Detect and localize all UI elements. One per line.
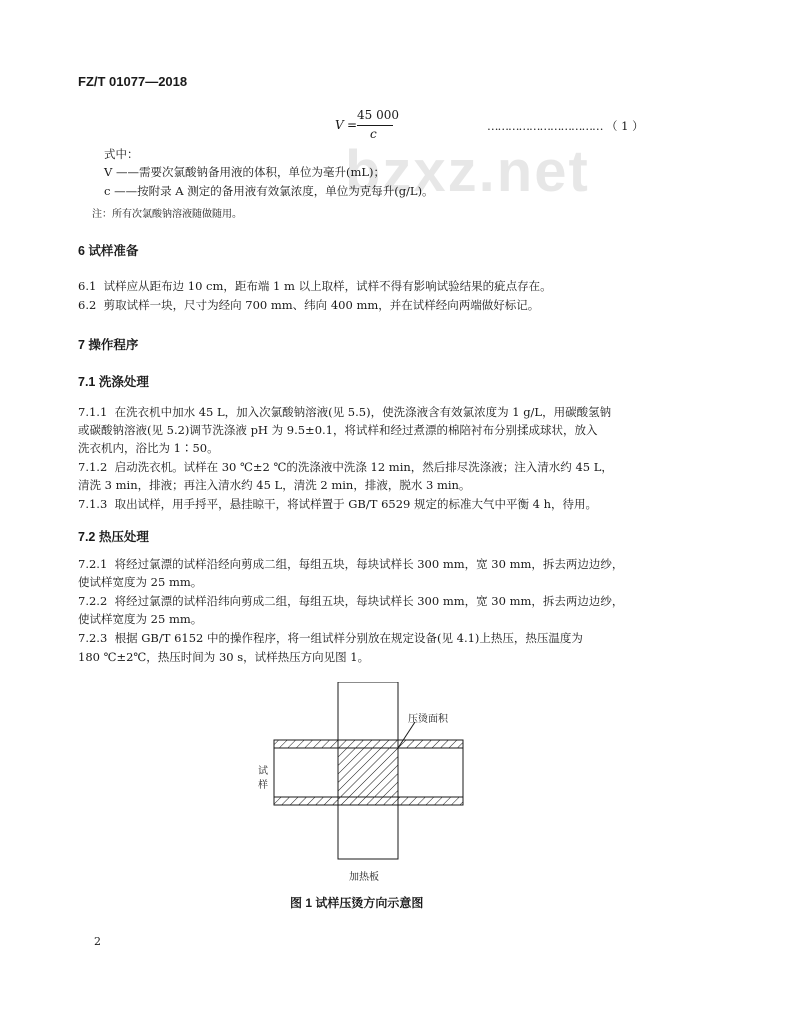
section-7-2-title: 7.2 热压处理 [78, 530, 149, 544]
label-pressing-area: 压烫面积 [408, 714, 448, 725]
clause-text: 在洗衣机中加水 45 L，加入次氯酸钠溶液(见 5.5)，使洗涤液含有效氯浓度为 1 g/L，用碳酸氢钠 [114, 405, 612, 419]
watermark: bzxz.net [345, 139, 590, 204]
clause-number: 7.1.3 [78, 497, 108, 511]
clause-7-1-1-line-3: 洗衣机内，浴比为 1∶50。 [78, 441, 219, 455]
formula-denominator: c [370, 127, 377, 141]
clause-number: 7.1.2 [78, 460, 108, 474]
clause-7-2-1-line-2: 使试样宽度为 25 mm。 [78, 575, 203, 589]
clause-text: 将经过氯漂的试样沿纬向剪成二组，每组五块，每块试样长 300 mm，宽 30 mm，拆去两边边纱， [114, 594, 624, 608]
clause-text: 启动洗衣机。试样在 30 ℃±2 ℃的洗涤液中洗涤 12 min，然后排尽洗涤液；注入清水约 45 L， [114, 460, 613, 474]
standard-number: FZ/T 01077—2018 [78, 74, 188, 89]
where-item-c: c ——按附录 A 测定的备用液有效氯浓度，单位为克每升(g/L)。 [104, 184, 434, 198]
clause-6-2 [78, 296, 539, 314]
fraction-bar [357, 125, 393, 126]
clause-number: 6.1 [78, 279, 97, 293]
formula-lhs: V [335, 118, 344, 132]
pressing-area [338, 748, 398, 797]
clause-number: 7.2.3 [78, 631, 108, 645]
formula-leader: …………………………… [487, 119, 603, 133]
clause-7-1-3 [78, 495, 597, 513]
section-6-title: 6 试样准备 [78, 244, 139, 258]
clause-text: 根据 GB/T 6152 中的操作程序，将一组试样分别放在规定设备(见 4.1)上热压，热压温度为 [114, 631, 583, 645]
clause-number: 7.2.1 [78, 557, 108, 571]
clause-7-1-1-line-1 [78, 403, 611, 421]
label-sample: 试样 [258, 766, 268, 791]
formula-number: （ 1 ） [606, 119, 644, 133]
clause-text: 剪取试样一块，尺寸为经向 700 mm、纬向 400 mm，并在试样经向两端做好标记。 [103, 298, 540, 312]
clause-number: 7.2.2 [78, 594, 108, 608]
where-item-v: V ——需要次氯酸钠备用液的体积，单位为毫升(mL)； [104, 165, 385, 179]
clause-7-1-2-line-2: 清洗 3 min，排液；再注入清水约 45 L，清洗 2 min，排液，脱水 3 min。 [78, 478, 471, 492]
clause-number: 7.1.1 [78, 405, 108, 419]
note: 注：所有次氯酸钠溶液随做随用。 [92, 209, 242, 220]
clause-7-1-1-line-2: 或碳酸钠溶液(见 5.2)调节洗涤液 pH 为 9.5±0.1，将试样和经过煮漂的棉陪衬布分别揉成球状，放入 [78, 423, 598, 437]
figure-1-diagram [260, 682, 500, 882]
clause-7-2-3-line-1 [78, 629, 583, 647]
formula-equals: = [347, 118, 358, 132]
clause-text: 取出试样，用手捋平，悬挂晾干，将试样置于 GB/T 6529 规定的标准大气中平衡 4 h，待用。 [114, 497, 598, 511]
clause-number: 6.2 [78, 298, 97, 312]
figure-1-caption: 图 1 试样压烫方向示意图 [290, 896, 424, 910]
clause-7-2-1-line-1 [78, 555, 623, 573]
clause-7-1-2-line-1 [78, 458, 613, 476]
clause-text: 试样应从距布边 10 cm，距布端 1 m 以上取样，试样不得有影响试验结果的疵点存在。 [103, 279, 552, 293]
section-7-title: 7 操作程序 [78, 338, 139, 352]
clause-7-2-3-line-2: 180 ℃±2℃，热压时间为 30 s，试样热压方向见图 1。 [78, 650, 370, 664]
clause-7-2-2-line-1 [78, 592, 623, 610]
clause-text: 将经过氯漂的试样沿经向剪成二组，每组五块，每块试样长 300 mm，宽 30 mm，拆去两边边纱， [114, 557, 624, 571]
label-heating-plate: 加热板 [349, 872, 379, 883]
where-label: 式中： [104, 147, 139, 161]
page-number: 2 [94, 935, 101, 948]
formula-numerator: 45 000 [357, 108, 399, 122]
clause-7-2-2-line-2: 使试样宽度为 25 mm。 [78, 612, 203, 626]
clause-6-1 [78, 277, 552, 295]
section-7-1-title: 7.1 洗涤处理 [78, 375, 149, 389]
